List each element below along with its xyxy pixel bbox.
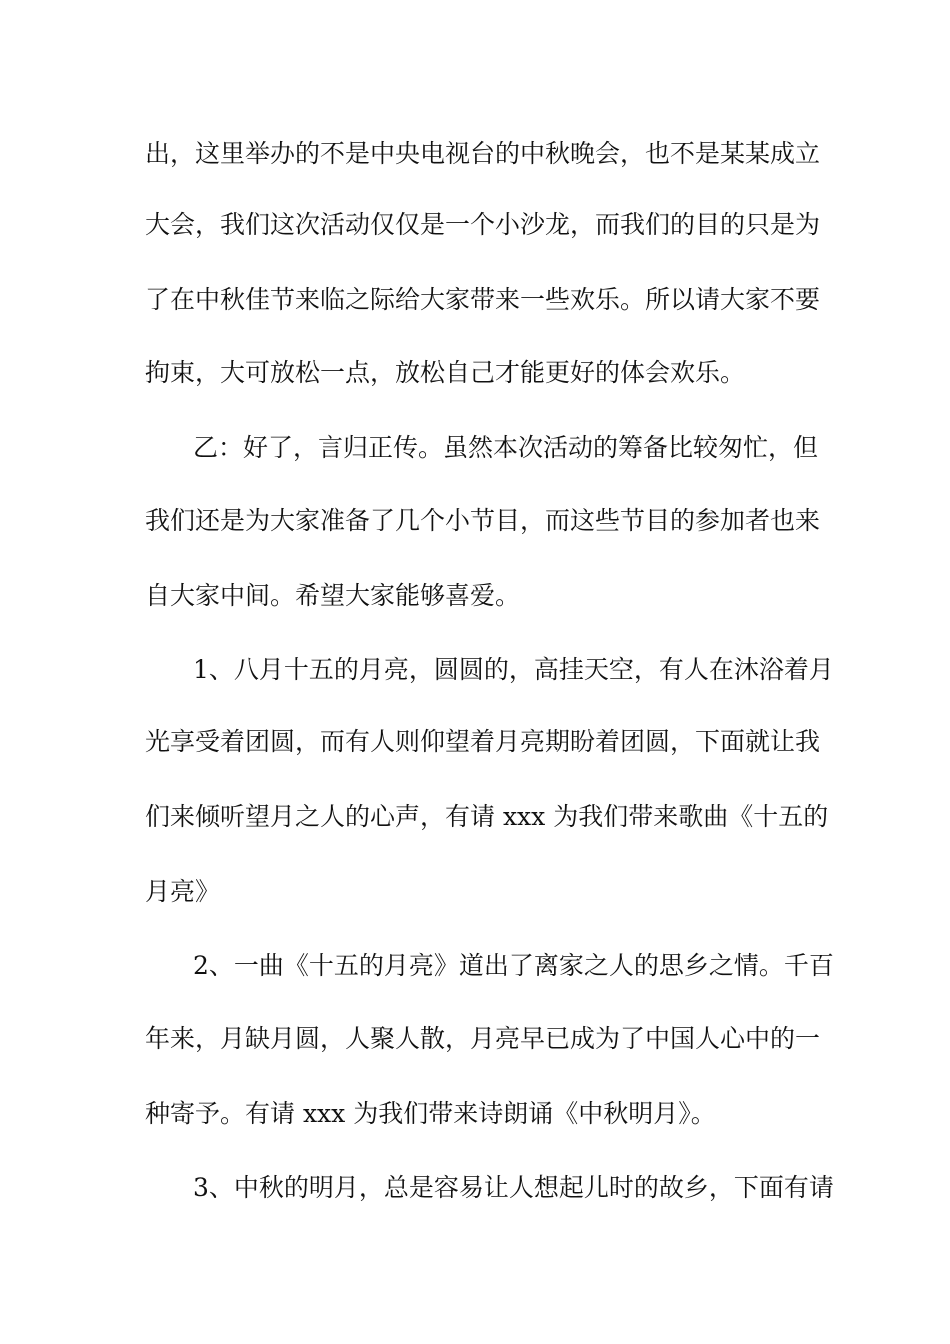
paragraph-2-line-1: 乙：好了，言归正传。虽然本次活动的筹备比较匆忙，但 bbox=[193, 433, 819, 462]
paragraph-2-line-3: 自大家中间。希望大家能够喜爱。 bbox=[145, 581, 521, 610]
paragraph-3-line-1: 1、八月十五的月亮，圆圆的，高挂天空，有人在沐浴着月 bbox=[193, 655, 834, 684]
paragraph-5-line-1: 3、中秋的明月，总是容易让人想起儿时的故乡，下面有请 bbox=[193, 1173, 834, 1202]
paragraph-1-line-4: 拘束，大可放松一点，放松自己才能更好的体会欢乐。 bbox=[145, 358, 746, 387]
paragraph-4-line-1: 2、一曲《十五的月亮》道出了离家之人的思乡之情。千百 bbox=[193, 951, 834, 980]
paragraph-4-line-2: 年来，月缺月圆，人聚人散，月亮早已成为了中国人心中的一 bbox=[145, 1024, 821, 1053]
paragraph-1-line-1: 出，这里举办的不是中央电视台的中秋晚会，也不是某某成立 bbox=[145, 139, 821, 168]
paragraph-1-line-3: 了在中秋佳节来临之际给大家带来一些欢乐。所以请大家不要 bbox=[145, 285, 821, 314]
paragraph-1-line-2: 大会，我们这次活动仅仅是一个小沙龙，而我们的目的只是为 bbox=[145, 210, 821, 239]
paragraph-3-line-4: 月亮》 bbox=[145, 877, 221, 906]
paragraph-4-line-3: 种寄予。有请 xxx 为我们带来诗朗诵《中秋明月》。 bbox=[145, 1099, 716, 1128]
paragraph-3-line-3: 们来倾听望月之人的心声，有请 xxx 为我们带来歌曲《十五的 bbox=[145, 802, 829, 831]
paragraph-3-line-2: 光享受着团圆，而有人则仰望着月亮期盼着团圆，下面就让我 bbox=[145, 727, 821, 756]
paragraph-2-line-2: 我们还是为大家准备了几个小节目，而这些节目的参加者也来 bbox=[145, 506, 821, 535]
